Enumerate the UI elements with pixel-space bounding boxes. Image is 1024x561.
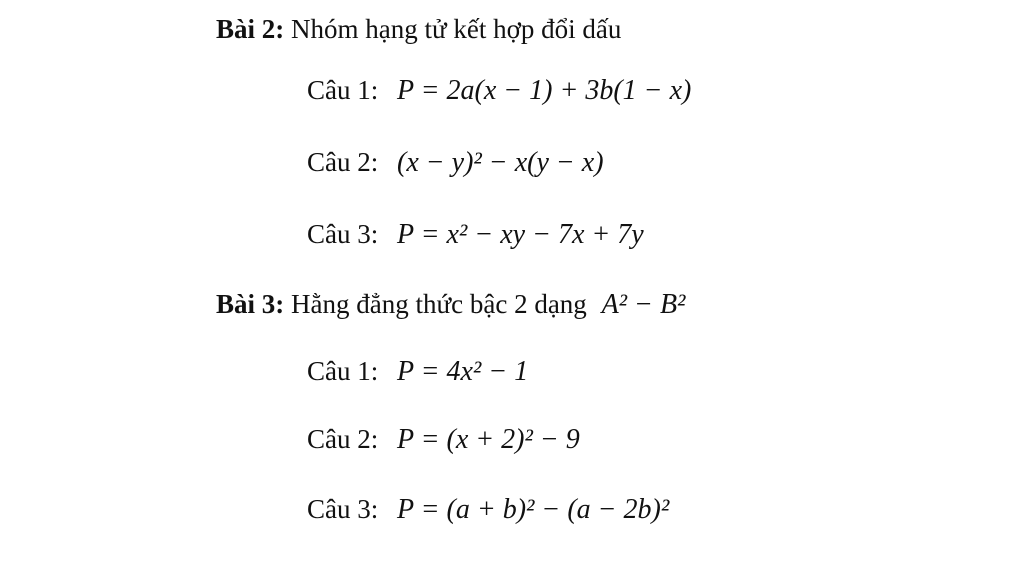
question-label: Câu 3: [307, 494, 379, 524]
question-expression: P = x² − xy − 7x + 7y [397, 219, 644, 250]
question-expression: P = 2a(x − 1) + 3b(1 − x) [397, 75, 692, 106]
question-label: Câu 1: [307, 356, 379, 386]
exercise-3-question-3 [307, 493, 669, 526]
exercise-3-title: Hằng đẳng thức bậc 2 dạng [291, 289, 587, 319]
exercise-3-title-formula: A² − B² [601, 289, 686, 320]
exercise-2-title: Nhóm hạng tử kết hợp đổi dấu [291, 14, 622, 44]
exercise-3-heading [216, 288, 685, 321]
exercise-2-question-3 [307, 218, 644, 251]
exercise-2-question-2 [307, 146, 604, 179]
exercise-2-label: Bài 2: [216, 14, 285, 44]
question-label: Câu 2: [307, 147, 379, 177]
exercise-3-label: Bài 3: [216, 289, 285, 319]
question-label: Câu 2: [307, 424, 379, 454]
question-expression: P = (a + b)² − (a − 2b)² [397, 494, 670, 525]
question-expression: P = (x + 2)² − 9 [397, 424, 580, 455]
exercise-3-question-2 [307, 423, 580, 456]
question-expression: (x − y)² − x(y − x) [397, 147, 604, 178]
question-expression: P = 4x² − 1 [397, 356, 529, 387]
exercise-2-question-1 [307, 74, 691, 107]
exercise-2-heading [216, 13, 621, 45]
exercise-3-question-1 [307, 355, 528, 388]
question-label: Câu 3: [307, 219, 379, 249]
question-label: Câu 1: [307, 75, 379, 105]
